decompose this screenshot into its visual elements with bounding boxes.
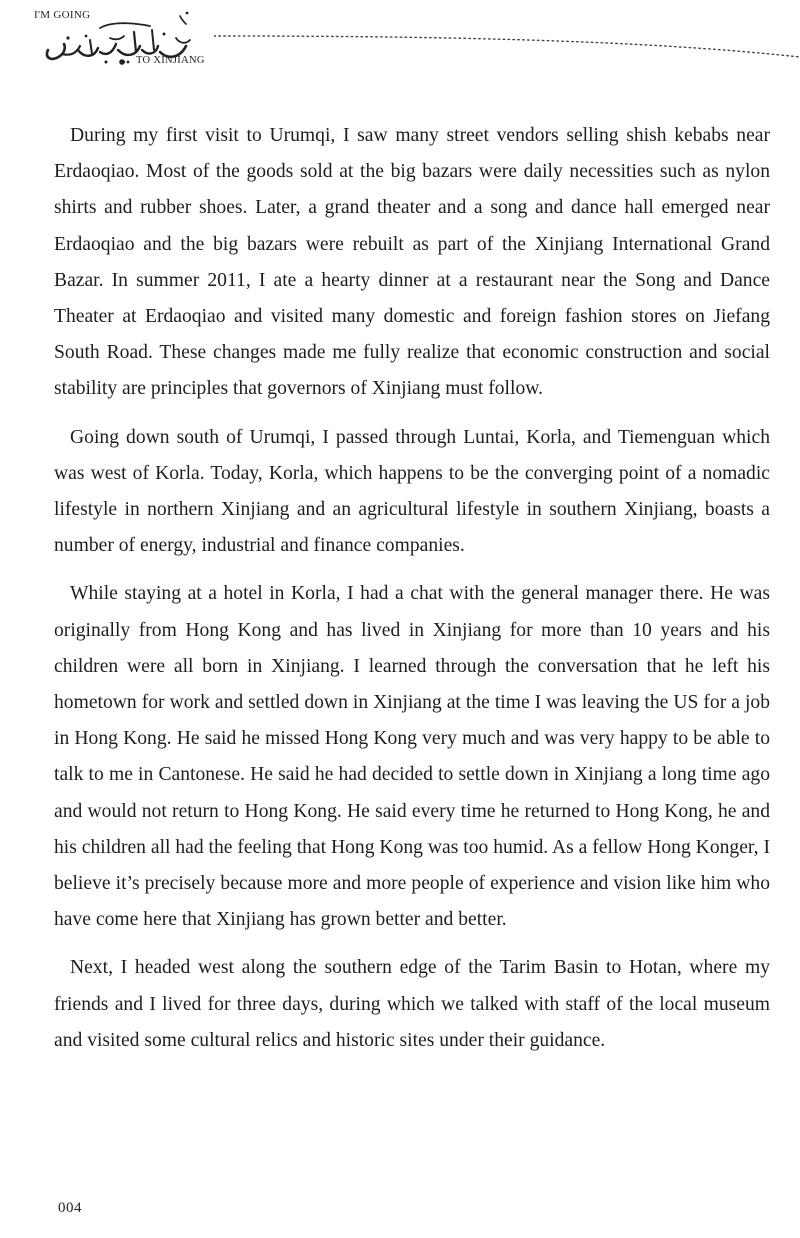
paragraph-hotan: Next, I headed west along the southern edge of the Tarim Basin to Hotan, where my friends and I lived for three days, during which we talked with staff of the local museum and visited some cultural relics and historic sites under their guidance. (54, 957, 770, 1051)
paragraph-urumqi: During my first visit to Urumqi, I saw many street vendors selling shish kebabs near Erdaoqiao. Most of the goods sold at the big bazars were daily necessities such as nylon shirts and rubber shoes. Later, a grand theater and a song and dance hall emerged near Erdaoqiao and the big bazars were rebuilt as part of the Xinjiang International Grand Bazar. In summer 2011, I ate a hearty dinner at a restaurant near the Song and Dance Theater at Erdaoqiao and visited many domestic and foreign fashion stores on Jiefang South Road. These changes made me fully realize that economic construction and social stability are principles that governors of Xinjiang must follow. (54, 125, 770, 400)
series-title-bottom: TO XINJIANG (136, 55, 205, 66)
page-number: 004 (58, 1200, 82, 1216)
series-title-top: I'M GOING (34, 9, 91, 21)
header-dotted-rule (214, 33, 800, 59)
running-header (0, 0, 800, 80)
paragraph-hotel-manager: While staying at a hotel in Korla, I had a chat with the general manager there. He was originally from Hong Kong and has lived in Xinjiang for more than 10 years and his children were all born in Xinjiang. I learned through the conversation that he left his hometown for work and settled down in Xinjiang at the time I was leaving the US for a job in Hong Kong. He said he missed Hong Kong very much and was very happy to be able to talk to me in Cantonese. He said he had decided to settle down in Xinjiang a long time ago and would not return to Hong Kong. He said every time he returned to Hong Kong, he and his children all had the feeling that Hong Kong was too humid. As a fellow Hong Konger, I believe it’s precisely because more and more people of experience and vision like him who have come here that Xinjiang has grown better and better. (54, 583, 770, 931)
paragraph-korla: Going down south of Urumqi, I passed through Luntai, Korla, and Tiemenguan which was west of Korla. Today, Korla, which happens to be the converging point of a nomadic lifestyle in northern Xinjiang and an agricultural lifestyle in southern Xinjiang, boasts a number of energy, industrial and finance companies. (54, 426, 770, 557)
main-text (54, 118, 770, 1071)
